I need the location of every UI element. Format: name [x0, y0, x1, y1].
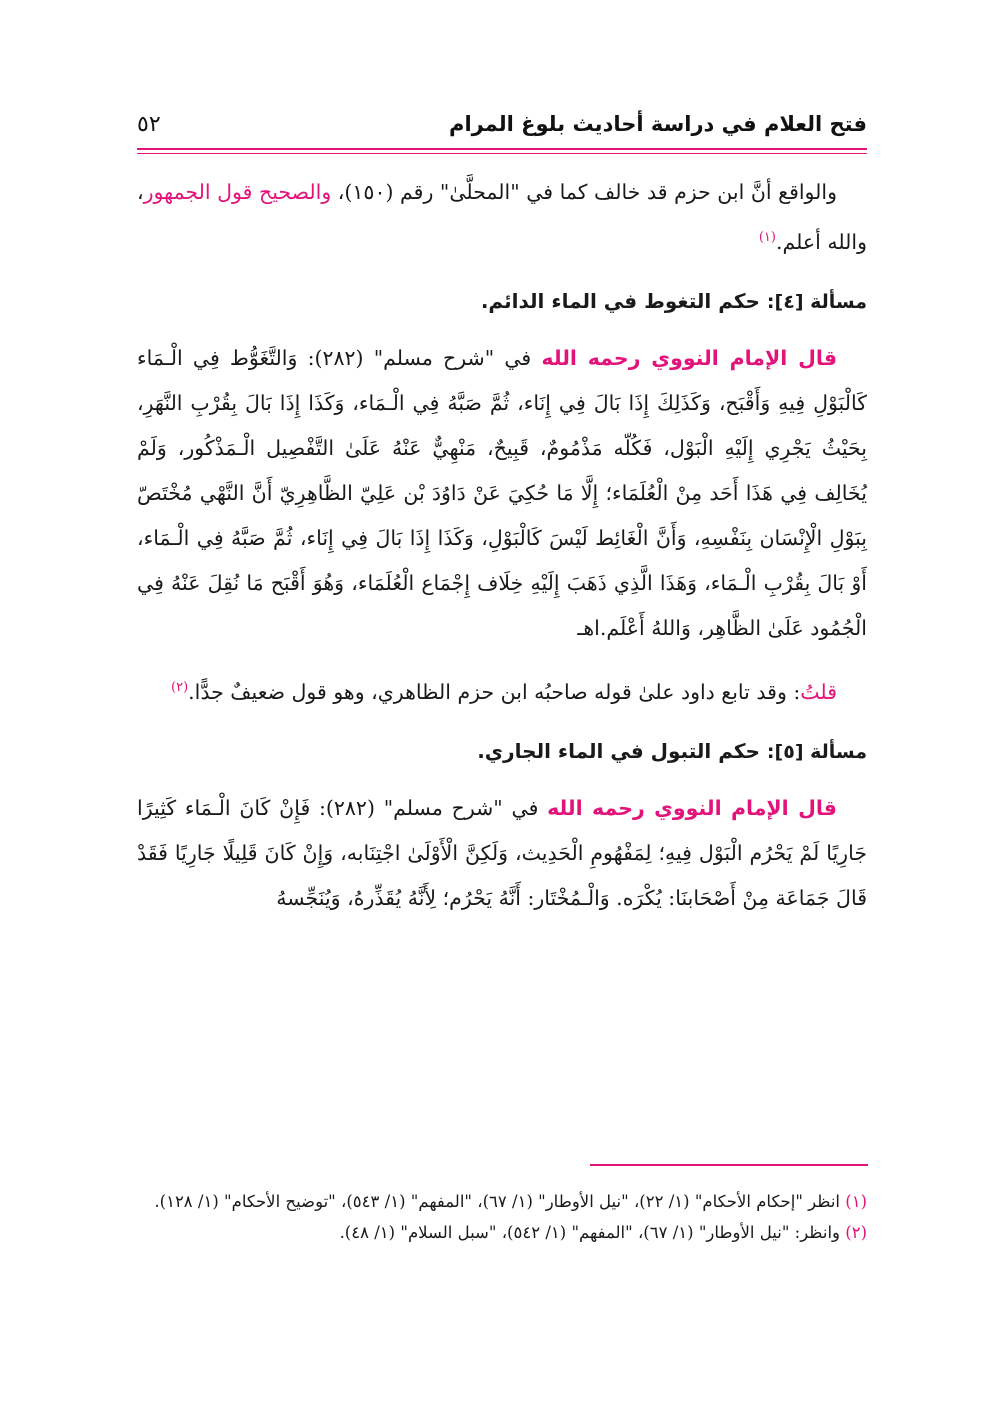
- issue-title: حكم التغوط في الماء الدائم.: [480, 288, 760, 313]
- paragraph-1: والواقع أنَّ ابن حزم قد خالف كما في "المحلَّىٰ" رقم (١٥٠)، والصحيح قول الجمهور، والله أعلم.$^{(١)}$: [137, 180, 867, 254]
- footnote-separator: [590, 1164, 868, 1166]
- speaker-name: قال الإمام النووي رحمه الله: [547, 795, 837, 820]
- footnote-ref-1[interactable]: (١): [758, 230, 776, 245]
- quote-nawawi-2: قال الإمام النووي رحمه الله في "شرح مسلم" (٢٨٢): فَإِنْ كَانَ الْـمَاء كَثِيرًا جَارِيًا لَمْ يَحْرُم الْبَوْل فِيهِ؛ لِمَفْهُومِ الْحَدِيث، وَلَكِنَّ الْأَوْلَىٰ اجْتِنَابه، وَإِنْ كَانَ قَلِيلًا جَارِيًا فَقَدْ قَالَ جَمَاعَة مِنْ أَصْحَابنَا: يُكْرَه. وَالْـمُخْتَار: أَنَّهُ يَحْرُم؛ لِأَنَّهُ يُقَذِّرهُ، وَيُنَجِّسهُ: [137, 795, 867, 910]
- paragraph-2: قلتُ: وقد تابع داود علىٰ قوله صاحبُه ابن حزم الظاهري، وهو قول ضعيفٌ جدًّا.$^{(٢)}$: [171, 679, 837, 704]
- highlight-text: والصحيح قول الجمهور: [143, 180, 332, 204]
- page-number: ٥٢: [137, 112, 161, 137]
- header-rule-thin: [137, 153, 867, 154]
- footnote-ref-2[interactable]: (٢): [171, 679, 189, 695]
- issue-label: مسألة [٤]:: [766, 290, 867, 313]
- issue-4-heading: [137, 281, 867, 322]
- footnote-1: (١) انظر "إحكام الأحكام" (١/ ٢٢)، "نيل الأوطار" (١/ ٦٧)، "المفهم" (١/ ٥٤٣)، "توضيح الأحكام" (١/ ١٢٨).: [154, 1192, 867, 1211]
- issue-title: حكم التبول في الماء الجاري.: [477, 738, 760, 763]
- main-text: [137, 170, 867, 921]
- quote-nawawi-1: قال الإمام النووي رحمه الله في "شرح مسلم" (٢٨٢): وَالتَّغَوُّط فِي الْـمَاء كَالْبَوْلِ فِيهِ وَأَقْبَح، وَكَذَلِكَ إِذَا بَالَ فِي إِنَاء، ثُمَّ صَبَّهُ فِي الْـمَاء، وَكَذَا إِذَا بَالَ بِقُرْبِ النَّهَرِ، بِحَيْثُ يَجْرِي إِلَيْهِ الْبَوْل، فَكُلّه مَذْمُومٌ، قَبِيحٌ، مَنْهِيٌّ عَنْهُ عَلَىٰ التَّفْصِيل الْـمَذْكُور، وَلَمْ يُخَالِف فِي هَذَا أَحَد مِنْ الْعُلَمَاء؛ إِلَّا مَا حُكِيَ عَنْ دَاوُدَ بْن عَلِيّ الظَّاهِرِيّ أَنَّ النَّهْي مُخْتَصّ بِبَوْلِ الْإِنْسَان بِنَفْسِهِ، وَأَنَّ الْغَائِط لَيْسَ كَالْبَوْلِ، وَكَذَا إِذَا بَالَ فِي إِنَاء، ثُمَّ صَبَّهُ فِي الْـمَاء، أَوْ بَالَ بِقُرْبِ الْـمَاء، وَهَذَا الَّذِي ذَهَبَ إِلَيْهِ خِلَاف إِجْمَاع الْعُلَمَاء، وَهُوَ أَقْبَح مَا نُقِلَ عَنْهُ فِي الْجُمُود عَلَىٰ الظَّاهِر، وَاللهُ أَعْلَم.اهـ: [137, 345, 867, 640]
- issue-label: مسألة [٥]:: [766, 740, 867, 763]
- header-rule: [137, 148, 867, 150]
- footnote-2: (٢) وانظر: "نيل الأوطار" (١/ ٦٧)، "المفهم" (١/ ٥٤٢)، "سبل السلام" (١/ ٤٨).: [339, 1223, 867, 1242]
- book-title: فتح العلام في دراسة أحاديث بلوغ المرام: [449, 112, 867, 136]
- speaker-name: قال الإمام النووي رحمه الله: [541, 345, 837, 370]
- running-header: [137, 108, 867, 144]
- qultu-label: قلتُ: [800, 679, 837, 704]
- issue-5-heading: [137, 731, 867, 772]
- footnotes: [137, 1186, 867, 1248]
